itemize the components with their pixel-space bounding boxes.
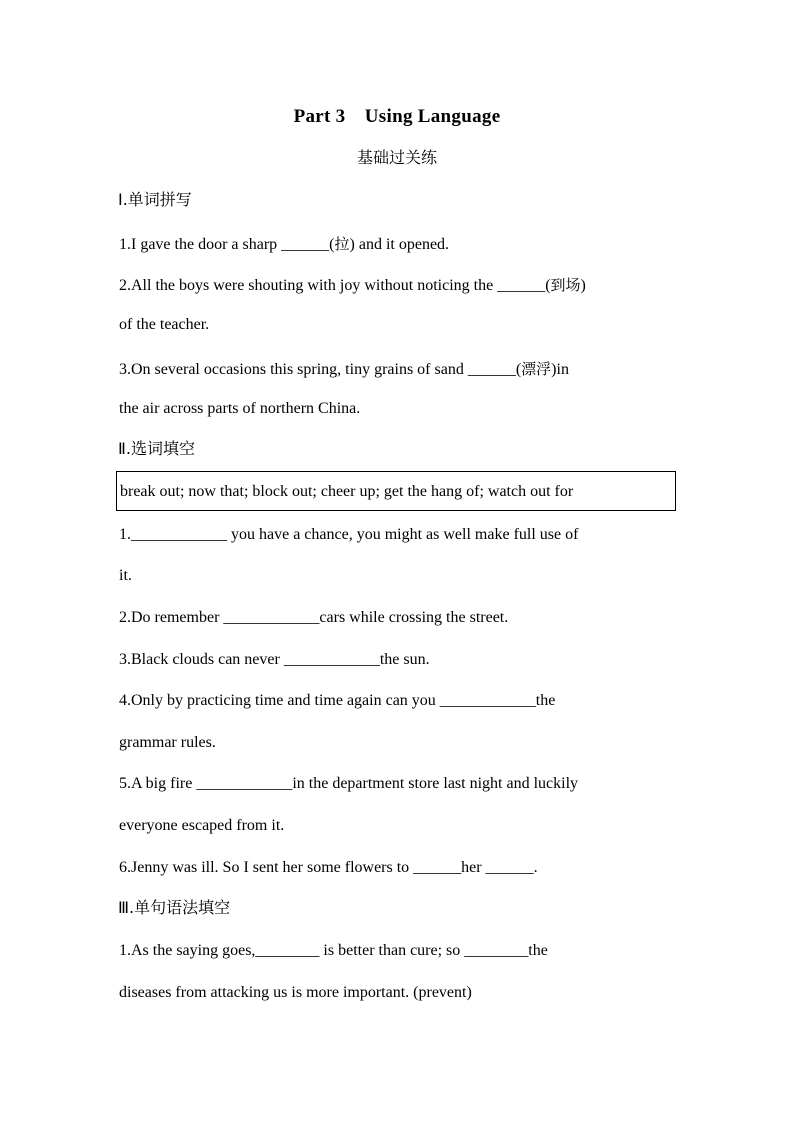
grammar-item-1-cont: diseases from attacking us is more important. (prevent) (119, 984, 472, 1001)
choice-item-4-cont: grammar rules. (119, 734, 216, 751)
section-heading-grammar: Ⅲ.单句语法填空 (118, 898, 231, 917)
choice-item-5-cont: everyone escaped from it. (119, 817, 285, 834)
chinese-hint: 拉 (334, 235, 350, 253)
choice-item-4: 4.Only by practicing time and time again can you ____________the (119, 692, 556, 709)
item-text: )in (551, 361, 569, 378)
item-text: 1.I gave the door a sharp ______( (119, 236, 335, 253)
page-subtitle: 基础过关练 (356, 148, 437, 167)
choice-item-1: 1.____________ you have a chance, you might as well make full use of (119, 526, 579, 543)
grammar-item-1: 1.As the saying goes,________ is better than cure; so ________the (119, 942, 548, 959)
choice-item-3: 3.Black clouds can never ____________the sun. (119, 651, 430, 668)
item-text: ) (580, 277, 586, 294)
choice-item-5: 5.A big fire ____________in the department store last night and luckily (119, 775, 579, 792)
section-heading-word-choice: Ⅱ.选词填空 (118, 439, 195, 458)
spelling-item-2 (119, 272, 586, 299)
choice-item-1-cont: it. (119, 567, 132, 584)
word-bank-text: break out; now that; block out; cheer up; get the hang of; watch out for (120, 483, 574, 500)
spelling-item-3-cont: the air across parts of northern China. (119, 400, 361, 417)
item-text: ) and it opened. (349, 236, 450, 253)
word-bank-box (116, 471, 676, 511)
page-title: Part 3 Using Language (293, 106, 501, 127)
choice-item-2: 2.Do remember ____________cars while crossing the street. (119, 609, 509, 626)
spelling-item-1 (119, 231, 449, 258)
choice-item-6: 6.Jenny was ill. So I sent her some flowers to ______her ______. (119, 859, 538, 876)
item-text: 2.All the boys were shouting with joy without noticing the ______( (119, 277, 551, 294)
section-heading-spelling: Ⅰ.单词拼写 (118, 190, 192, 209)
spelling-item-2-cont: of the teacher. (119, 316, 210, 333)
chinese-hint: 到场 (550, 276, 581, 294)
chinese-hint: 漂浮 (521, 360, 552, 378)
spelling-item-3 (119, 356, 569, 383)
item-text: 3.On several occasions this spring, tiny grains of sand ______( (119, 361, 522, 378)
